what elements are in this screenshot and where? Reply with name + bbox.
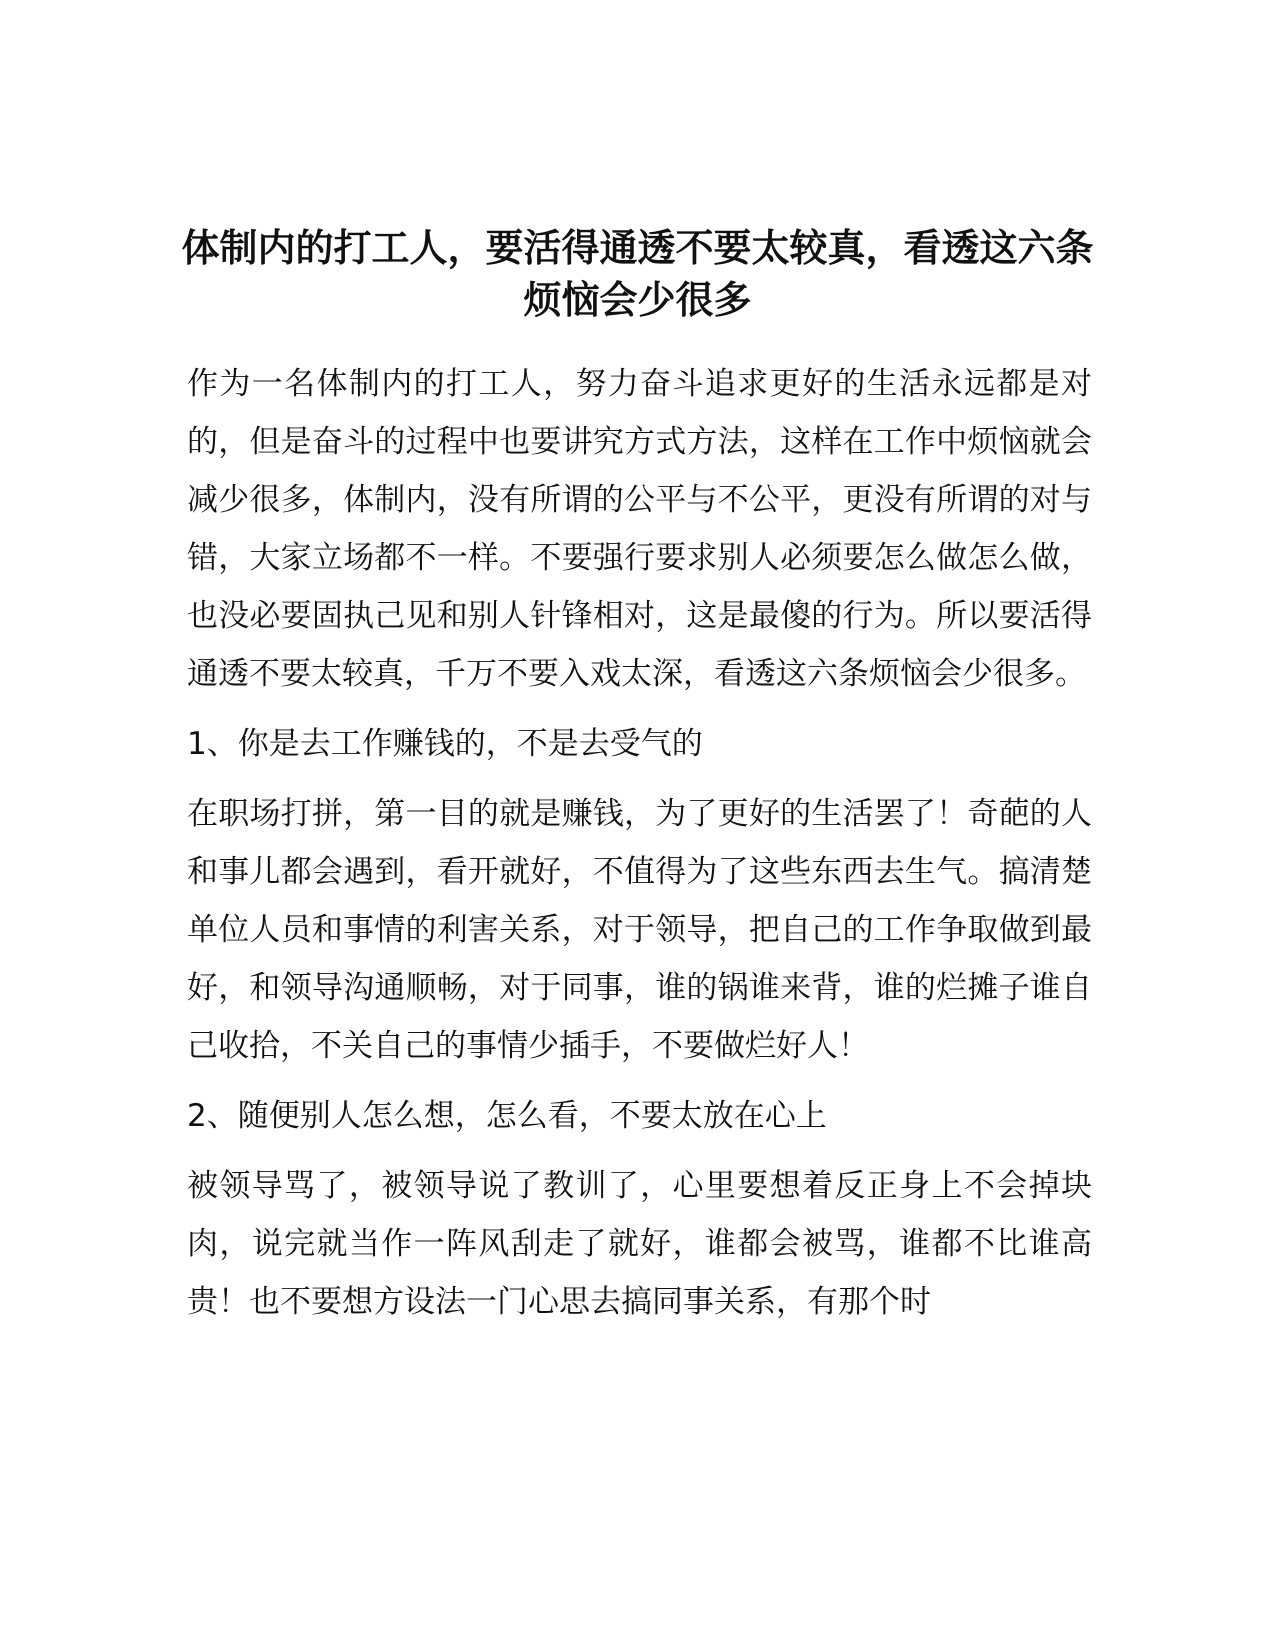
document-title: 体制内的打工人，要活得通透不要太较真，看透这六条烦恼会少很多 [181, 226, 1094, 322]
document-body [187, 355, 1092, 1343]
section-heading-1: 1、你是去工作赚钱的，不是去受气的 [187, 726, 703, 762]
intro-paragraph: 作为一名体制内的打工人，努力奋斗追求更好的生活永远都是对的，但是奋斗的过程中也要讲究方式方法，这样在工作中烦恼就会减少很多，体制内，没有所谓的公平与不公平，更没有所谓的对与错，大家立场都不一样。不要强行要求别人必须要怎么做怎么做，也没必要固执己见和别人针锋相对，这是最傻的行为。所以要活得通透不要太较真，千万不要入戏太深，看透这六条烦恼会少很多。 [187, 366, 1092, 692]
section-body-1: 在职场打拼，第一目的就是赚钱，为了更好的生活罢了！奇葩的人和事儿都会遇到，看开就好，不值得为了这些东西去生气。搞清楚单位人员和事情的利害关系，对于领导，把自己的工作争取做到最好，和领导沟通顺畅，对于同事，谁的锅谁来背，谁的烂摊子谁自己收拾，不关自己的事情少插手，不要做烂好人！ [187, 796, 1092, 1064]
section-body-2: 被领导骂了，被领导说了教训了，心里要想着反正身上不会掉块肉，说完就当作一阵风刮走了就好，谁都会被骂，谁都不比谁高贵！也不要想方设法一门心思去搞同事关系，有那个时 [187, 1168, 1092, 1320]
section-heading-2: 2、随便别人怎么想，怎么看，不要太放在心上 [187, 1098, 827, 1134]
